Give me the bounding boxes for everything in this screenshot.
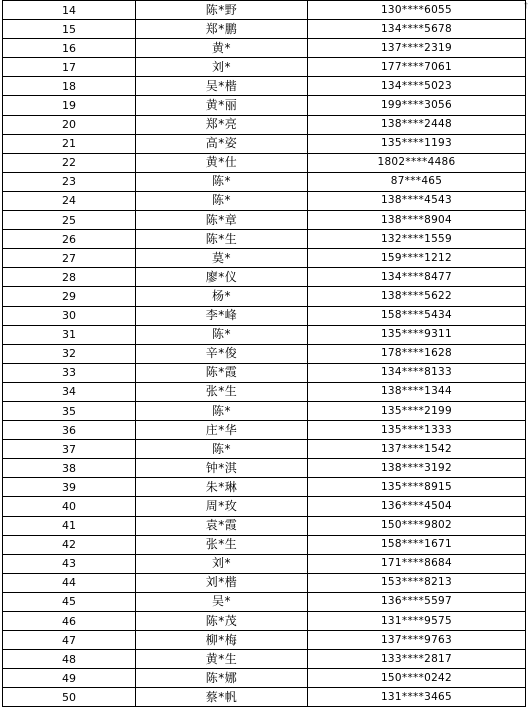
masked-phone-cell: 135****9311 — [308, 325, 526, 344]
row-number-cell: 43 — [3, 554, 136, 573]
table-row — [3, 287, 526, 306]
masked-name-cell: 郑*鹏 — [136, 20, 308, 39]
row-number-cell: 37 — [3, 440, 136, 459]
row-number-cell: 29 — [3, 287, 136, 306]
row-number-cell: 50 — [3, 688, 136, 707]
row-number-cell: 42 — [3, 535, 136, 554]
masked-name-cell: 周*玫 — [136, 497, 308, 516]
row-number-cell: 15 — [3, 20, 136, 39]
row-number-cell: 40 — [3, 497, 136, 516]
masked-name-cell: 袁*霞 — [136, 516, 308, 535]
table-row — [3, 115, 526, 134]
row-number-cell: 28 — [3, 268, 136, 287]
table-row — [3, 401, 526, 420]
table-row — [3, 421, 526, 440]
table-row — [3, 58, 526, 77]
masked-name-cell: 杨* — [136, 287, 308, 306]
masked-name-cell: 庄*华 — [136, 421, 308, 440]
masked-phone-cell: 171****8684 — [308, 554, 526, 573]
masked-phone-cell: 134****5678 — [308, 20, 526, 39]
masked-phone-cell: 1802****4486 — [308, 153, 526, 172]
masked-name-cell: 廖*仪 — [136, 268, 308, 287]
masked-phone-cell: 138****5622 — [308, 287, 526, 306]
masked-name-cell: 陈*霞 — [136, 363, 308, 382]
masked-phone-cell: 135****1193 — [308, 134, 526, 153]
winner-list-table — [2, 0, 526, 707]
table-row — [3, 249, 526, 268]
row-number-cell: 20 — [3, 115, 136, 134]
table-row — [3, 191, 526, 210]
table-row — [3, 592, 526, 611]
table-row — [3, 459, 526, 478]
table-row — [3, 478, 526, 497]
masked-phone-cell: 133****2817 — [308, 650, 526, 669]
masked-phone-cell: 199****3056 — [308, 96, 526, 115]
table-row — [3, 573, 526, 592]
table-row — [3, 230, 526, 249]
row-number-cell: 14 — [3, 1, 136, 20]
table-row — [3, 535, 526, 554]
masked-phone-cell: 136****5597 — [308, 592, 526, 611]
masked-phone-cell: 135****8915 — [308, 478, 526, 497]
masked-phone-cell: 138****3192 — [308, 459, 526, 478]
masked-name-cell: 辛*俊 — [136, 344, 308, 363]
table-row — [3, 688, 526, 707]
masked-name-cell: 刘* — [136, 554, 308, 573]
masked-name-cell: 李*峰 — [136, 306, 308, 325]
row-number-cell: 19 — [3, 96, 136, 115]
table-row — [3, 268, 526, 287]
masked-phone-cell: 138****8904 — [308, 211, 526, 230]
table-row — [3, 1, 526, 20]
row-number-cell: 48 — [3, 650, 136, 669]
masked-name-cell: 高*姿 — [136, 134, 308, 153]
masked-phone-cell: 138****4543 — [308, 191, 526, 210]
row-number-cell: 41 — [3, 516, 136, 535]
row-number-cell: 32 — [3, 344, 136, 363]
masked-phone-cell: 158****5434 — [308, 306, 526, 325]
masked-phone-cell: 138****1344 — [308, 382, 526, 401]
masked-name-cell: 陈* — [136, 191, 308, 210]
table-row — [3, 612, 526, 631]
table-row — [3, 497, 526, 516]
masked-name-cell: 陈* — [136, 440, 308, 459]
masked-name-cell: 莫* — [136, 249, 308, 268]
masked-name-cell: 吴* — [136, 592, 308, 611]
masked-phone-cell: 137****9763 — [308, 631, 526, 650]
row-number-cell: 25 — [3, 211, 136, 230]
row-number-cell: 46 — [3, 612, 136, 631]
masked-phone-cell: 132****1559 — [308, 230, 526, 249]
masked-phone-cell: 177****7061 — [308, 58, 526, 77]
masked-phone-cell: 131****9575 — [308, 612, 526, 631]
table-row — [3, 440, 526, 459]
table-row — [3, 631, 526, 650]
masked-name-cell: 刘* — [136, 58, 308, 77]
row-number-cell: 34 — [3, 382, 136, 401]
row-number-cell: 39 — [3, 478, 136, 497]
table-row — [3, 306, 526, 325]
masked-phone-cell: 150****0242 — [308, 669, 526, 688]
masked-name-cell: 陈*章 — [136, 211, 308, 230]
masked-name-cell: 陈* — [136, 401, 308, 420]
masked-phone-cell: 150****9802 — [308, 516, 526, 535]
masked-phone-cell: 87***465 — [308, 172, 526, 191]
row-number-cell: 30 — [3, 306, 136, 325]
table-row — [3, 77, 526, 96]
row-number-cell: 38 — [3, 459, 136, 478]
masked-name-cell: 钟*淇 — [136, 459, 308, 478]
table-row — [3, 325, 526, 344]
masked-name-cell: 黄*生 — [136, 650, 308, 669]
masked-phone-cell: 178****1628 — [308, 344, 526, 363]
masked-name-cell: 刘*楷 — [136, 573, 308, 592]
masked-name-cell: 郑*亮 — [136, 115, 308, 134]
row-number-cell: 44 — [3, 573, 136, 592]
masked-name-cell: 朱*琳 — [136, 478, 308, 497]
masked-name-cell: 柳*梅 — [136, 631, 308, 650]
masked-name-cell: 吴*楷 — [136, 77, 308, 96]
table-row — [3, 172, 526, 191]
masked-phone-cell: 135****1333 — [308, 421, 526, 440]
masked-phone-cell: 135****2199 — [308, 401, 526, 420]
masked-name-cell: 黄*丽 — [136, 96, 308, 115]
masked-phone-cell: 138****2448 — [308, 115, 526, 134]
row-number-cell: 36 — [3, 421, 136, 440]
masked-phone-cell: 131****3465 — [308, 688, 526, 707]
table-row — [3, 134, 526, 153]
masked-name-cell: 张*生 — [136, 535, 308, 554]
table-row — [3, 96, 526, 115]
row-number-cell: 49 — [3, 669, 136, 688]
row-number-cell: 27 — [3, 249, 136, 268]
table-row — [3, 554, 526, 573]
row-number-cell: 47 — [3, 631, 136, 650]
table-row — [3, 344, 526, 363]
table-row — [3, 382, 526, 401]
masked-phone-cell: 137****2319 — [308, 39, 526, 58]
masked-phone-cell: 159****1212 — [308, 249, 526, 268]
row-number-cell: 35 — [3, 401, 136, 420]
row-number-cell: 45 — [3, 592, 136, 611]
table-row — [3, 650, 526, 669]
masked-name-cell: 陈*茂 — [136, 612, 308, 631]
row-number-cell: 26 — [3, 230, 136, 249]
table-row — [3, 516, 526, 535]
masked-name-cell: 黄* — [136, 39, 308, 58]
row-number-cell: 31 — [3, 325, 136, 344]
table-row — [3, 153, 526, 172]
masked-name-cell: 张*生 — [136, 382, 308, 401]
masked-name-cell: 黄*仕 — [136, 153, 308, 172]
row-number-cell: 22 — [3, 153, 136, 172]
masked-name-cell: 陈* — [136, 325, 308, 344]
row-number-cell: 21 — [3, 134, 136, 153]
table-row — [3, 20, 526, 39]
masked-phone-cell: 134****8133 — [308, 363, 526, 382]
table-body — [3, 1, 526, 707]
table-row — [3, 363, 526, 382]
masked-phone-cell: 134****5023 — [308, 77, 526, 96]
row-number-cell: 33 — [3, 363, 136, 382]
masked-phone-cell: 130****6055 — [308, 1, 526, 20]
masked-phone-cell: 158****1671 — [308, 535, 526, 554]
masked-phone-cell: 134****8477 — [308, 268, 526, 287]
table-row — [3, 669, 526, 688]
masked-name-cell: 陈*生 — [136, 230, 308, 249]
table-row — [3, 39, 526, 58]
corner-mark: † — [524, 1, 528, 10]
masked-name-cell: 蔡*帆 — [136, 688, 308, 707]
masked-name-cell: 陈*野 — [136, 1, 308, 20]
masked-phone-cell: 137****1542 — [308, 440, 526, 459]
row-number-cell: 18 — [3, 77, 136, 96]
table-row — [3, 211, 526, 230]
masked-phone-cell: 136****4504 — [308, 497, 526, 516]
row-number-cell: 16 — [3, 39, 136, 58]
masked-name-cell: 陈*娜 — [136, 669, 308, 688]
masked-phone-cell: 153****8213 — [308, 573, 526, 592]
masked-name-cell: 陈* — [136, 172, 308, 191]
row-number-cell: 23 — [3, 172, 136, 191]
row-number-cell: 24 — [3, 191, 136, 210]
row-number-cell: 17 — [3, 58, 136, 77]
